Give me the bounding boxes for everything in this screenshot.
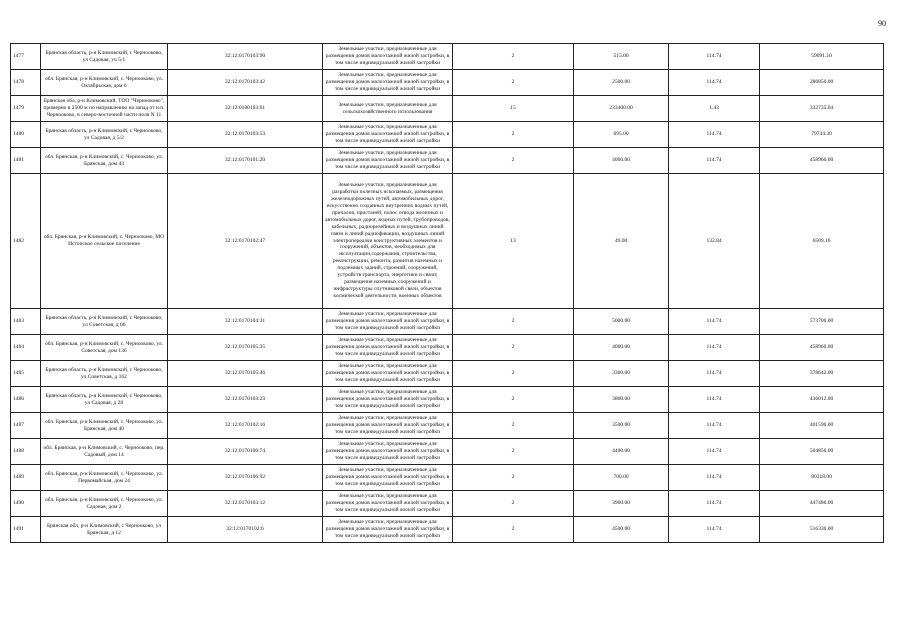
table-row [11, 309, 884, 335]
table-row [11, 413, 884, 439]
land-use-cell: Земельные участки, предназначенные для размещения домов малоэтажной жилой застройки, в том числе индивидуальной жилой застройки [323, 491, 453, 517]
specific-value-cell: 114.74 [669, 387, 760, 413]
cadastral-value-cell: 573700.00 [760, 309, 884, 335]
row-number-cell: 1481 [11, 148, 41, 174]
cadastral-number-cell: 32:12:0170101:20 [168, 148, 323, 174]
specific-value-cell: 1.43 [669, 96, 760, 122]
table-row [11, 491, 884, 517]
specific-value-cell: 114.74 [669, 491, 760, 517]
row-number-cell: 1488 [11, 439, 41, 465]
cadastral-number-cell: 32:12:0170102:6 [168, 517, 323, 543]
area-cell: 3500.00 [574, 413, 669, 439]
cadastral-value-table [10, 43, 884, 543]
address-cell: Брянская область, р-н Климовский, с Чернооково, ул Садовая, уч 5/1 [41, 44, 168, 70]
area-cell: 3900.00 [574, 491, 669, 517]
area-cell: 2500.00 [574, 70, 669, 96]
area-cell: 4000.00 [574, 148, 669, 174]
land-use-cell: Земельные участки, предназначенные для размещения домов малоэтажной жилой застройки, в том числе индивидуальной жилой застройки [323, 335, 453, 361]
row-number-cell: 1487 [11, 413, 41, 439]
cadastral-value-cell: 447486.00 [760, 491, 884, 517]
land-use-cell: Земельные участки, предназначенные для разработки полезных ископаемых, размещения железнодорожных путей, автомобильных дорог, искусственно созданных внутренних водных путей, причалов, пристаней, полос отвода железных и автомобильных дорог, водных путей, трубопроводов, кабельных, радиорелейных и воздушных линий связи и линий радиофикации, воздушных линий электропередачи конструктивных элементов и сооружений, объектов, необходимых для эксплуатации,содержания, строительства, реконструкции, ремонта, развития наземных и подземных зданий, строений, сооружений, устройств транспорта, энергетики и связи; размещения наземных сооружений и инфраструктуры спутниковой связи, объектов космической деятельности, военных объектов [323, 174, 453, 309]
table-row [11, 465, 884, 491]
row-number-cell: 1484 [11, 335, 41, 361]
address-cell: Брянская область, р-н Климовский, с Чернооково, ул Садовая, д 28 [41, 387, 168, 413]
group-code-cell: 2 [453, 70, 574, 96]
land-use-cell: Земельные участки, предназначенные для размещения домов малоэтажной жилой застройки, в том числе индивидуальной жилой застройки [323, 465, 453, 491]
row-number-cell: 1480 [11, 122, 41, 148]
land-use-cell: Земельные участки, предназначенные для размещения домов малоэтажной жилой застройки, в том числе индивидуальной жилой застройки [323, 413, 453, 439]
address-cell: обл. Брянская, р-н Климовский, с. Чернооково, ул. Первомайская, дом 24 [41, 465, 168, 491]
area-cell: 4400.00 [574, 439, 669, 465]
cadastral-number-cell: 32:12:0180103:61 [168, 96, 323, 122]
table-row [11, 174, 884, 309]
table-row [11, 148, 884, 174]
group-code-cell: 2 [453, 44, 574, 70]
group-code-cell: 2 [453, 413, 574, 439]
group-code-cell: 2 [453, 361, 574, 387]
group-code-cell: 15 [453, 96, 574, 122]
specific-value-cell: 114.74 [669, 70, 760, 96]
address-cell: обл. Брянская, р-н Климовский, с. Чернооково, ул. Брянская, дом 40 [41, 413, 168, 439]
land-use-cell: Земельные участки, предназначенные для размещения домов малоэтажной жилой застройки, в том числе индивидуальной жилой застройки [323, 361, 453, 387]
cadastral-number-cell: 32:12:0170103:90 [168, 44, 323, 70]
land-use-cell: Земельные участки, предназначенные для размещения домов малоэтажной жилой застройки, в том числе индивидуальной жилой застройки [323, 309, 453, 335]
area-cell: 515.00 [574, 44, 669, 70]
specific-value-cell: 114.74 [669, 413, 760, 439]
table-row [11, 335, 884, 361]
cadastral-value-cell: 378642.00 [760, 361, 884, 387]
group-code-cell: 2 [453, 491, 574, 517]
specific-value-cell: 114.74 [669, 439, 760, 465]
cadastral-value-cell: 79744.30 [760, 122, 884, 148]
page-number: 90 [878, 19, 886, 28]
land-use-cell: Земельные участки, предназначенные для размещения домов малоэтажной жилой застройки, в том числе индивидуальной жилой застройки [323, 122, 453, 148]
area-cell: 5000.00 [574, 309, 669, 335]
row-number-cell: 1477 [11, 44, 41, 70]
table-row [11, 44, 884, 70]
area-cell: 233400.00 [574, 96, 669, 122]
land-use-cell: Земельные участки, предназначенные для размещения домов малоэтажной жилой застройки, в том числе индивидуальной жилой застройки [323, 148, 453, 174]
address-cell: обл. Брянская, р-н Климовский, с. Чернооково, ул. Советская, дом 136 [41, 335, 168, 361]
table-body [11, 44, 884, 543]
address-cell: обл. Брянская, р-н Климовский, с. Чернооково, ул. Октябрьская, дом 6 [41, 70, 168, 96]
cadastral-value-cell: 332735.04 [760, 96, 884, 122]
cadastral-number-cell: 32:12:0170103:42 [168, 70, 323, 96]
specific-value-cell: 114.74 [669, 517, 760, 543]
cadastral-number-cell: 32:12:0170103:53 [168, 122, 323, 148]
address-cell: Брянская область, р-н Климовский, с Чернооково, ул Советская, д 66 [41, 309, 168, 335]
specific-value-cell: 114.74 [669, 465, 760, 491]
table-row [11, 122, 884, 148]
cadastral-number-cell: 32:12:0170102:16 [168, 413, 323, 439]
row-number-cell: 1483 [11, 309, 41, 335]
table-row [11, 439, 884, 465]
address-cell: Брянская обл, р-н Климовский, ТОО "Чернооково", примерно в 2500 м по направлению на запад от н.п. Чернооково, в северо-восточной части поля N 11 [41, 96, 168, 122]
land-use-cell: Земельные участки, предназначенные для размещения домов малоэтажной жилой застройки, в том числе индивидуальной жилой застройки [323, 517, 453, 543]
cadastral-value-cell: 59091.10 [760, 44, 884, 70]
specific-value-cell: 132.84 [669, 174, 760, 309]
cadastral-number-cell: 32:12:0170102:47 [168, 174, 323, 309]
cadastral-number-cell: 32:12:0170105:46 [168, 361, 323, 387]
cadastral-value-cell: 458960.00 [760, 335, 884, 361]
address-cell: Брянская область, р-н Климовский, с Чернооково, ул Садовая, д 5/2 [41, 122, 168, 148]
table-row [11, 361, 884, 387]
cadastral-number-cell: 32:12:0170106:92 [168, 465, 323, 491]
group-code-cell: 2 [453, 517, 574, 543]
group-code-cell: 2 [453, 309, 574, 335]
cadastral-number-cell: 32:12:0170103:12 [168, 491, 323, 517]
row-number-cell: 1491 [11, 517, 41, 543]
cadastral-value-cell: 458960.00 [760, 148, 884, 174]
group-code-cell: 2 [453, 122, 574, 148]
address-cell: обл. Брянская, р-н Климовский, с. Чернооково, ул. Брянская, дом 43 [41, 148, 168, 174]
area-cell: 700.00 [574, 465, 669, 491]
cadastral-number-cell: 32:12:0170106:74 [168, 439, 323, 465]
group-code-cell: 2 [453, 387, 574, 413]
specific-value-cell: 114.74 [669, 361, 760, 387]
specific-value-cell: 114.74 [669, 44, 760, 70]
cadastral-number-cell: 32:12:0170103:23 [168, 387, 323, 413]
land-use-cell: Земельные участки, предназначенные для размещения домов малоэтажной жилой застройки, в том числе индивидуальной жилой застройки [323, 44, 453, 70]
group-code-cell: 2 [453, 148, 574, 174]
row-number-cell: 1490 [11, 491, 41, 517]
area-cell: 695.00 [574, 122, 669, 148]
group-code-cell: 13 [453, 174, 574, 309]
row-number-cell: 1489 [11, 465, 41, 491]
address-cell: обл. Брянская, р-н Климовский, с. Чернооково, пер. Садовый, дом 14 [41, 439, 168, 465]
table-row [11, 517, 884, 543]
cadastral-value-cell: 436012.00 [760, 387, 884, 413]
area-cell: 3800.00 [574, 387, 669, 413]
row-number-cell: 1482 [11, 174, 41, 309]
area-cell: 49.00 [574, 174, 669, 309]
address-cell: Брянская обл, р-н Климовский, с Чернооково, ул Брянская, д 12 [41, 517, 168, 543]
cadastral-value-cell: 6509.16 [760, 174, 884, 309]
group-code-cell: 2 [453, 465, 574, 491]
specific-value-cell: 114.74 [669, 148, 760, 174]
land-use-cell: Земельные участки, предназначенные для размещения домов малоэтажной жилой застройки, в том числе индивидуальной жилой застройки [323, 439, 453, 465]
specific-value-cell: 114.74 [669, 335, 760, 361]
land-use-cell: Земельные участки, предназначенные для размещения домов малоэтажной жилой застройки, в том числе индивидуальной жилой застройки [323, 70, 453, 96]
cadastral-value-cell: 516330.00 [760, 517, 884, 543]
area-cell: 4500.00 [574, 517, 669, 543]
cadastral-value-cell: 401590.00 [760, 413, 884, 439]
cadastral-value-cell: 504856.00 [760, 439, 884, 465]
table-row [11, 96, 884, 122]
cadastral-value-cell: 80318.00 [760, 465, 884, 491]
row-number-cell: 1486 [11, 387, 41, 413]
table-row [11, 387, 884, 413]
address-cell: Брянская область, р-н Климовский, с Чернооково, ул Советская, д 162 [41, 361, 168, 387]
area-cell: 4000.00 [574, 335, 669, 361]
land-use-cell: Земельные участки, предназначенные для сельскохозяйственного использования [323, 96, 453, 122]
group-code-cell: 2 [453, 335, 574, 361]
cadastral-number-cell: 32:12:0170104:31 [168, 309, 323, 335]
row-number-cell: 1478 [11, 70, 41, 96]
table-row [11, 70, 884, 96]
cadastral-value-cell: 286850.00 [760, 70, 884, 96]
group-code-cell: 2 [453, 439, 574, 465]
row-number-cell: 1485 [11, 361, 41, 387]
row-number-cell: 1479 [11, 96, 41, 122]
area-cell: 3300.00 [574, 361, 669, 387]
specific-value-cell: 114.74 [669, 122, 760, 148]
address-cell: обл. Брянская, р-н Климовский, с. Чернооково, МО Истопское сельское поселение [41, 174, 168, 309]
address-cell: обл. Брянская, р-н Климовский, с. Чернооково, ул. Садовая, дом 2 [41, 491, 168, 517]
cadastral-number-cell: 32:12:0170105:35 [168, 335, 323, 361]
specific-value-cell: 114.74 [669, 309, 760, 335]
land-use-cell: Земельные участки, предназначенные для размещения домов малоэтажной жилой застройки, в том числе индивидуальной жилой застройки [323, 387, 453, 413]
